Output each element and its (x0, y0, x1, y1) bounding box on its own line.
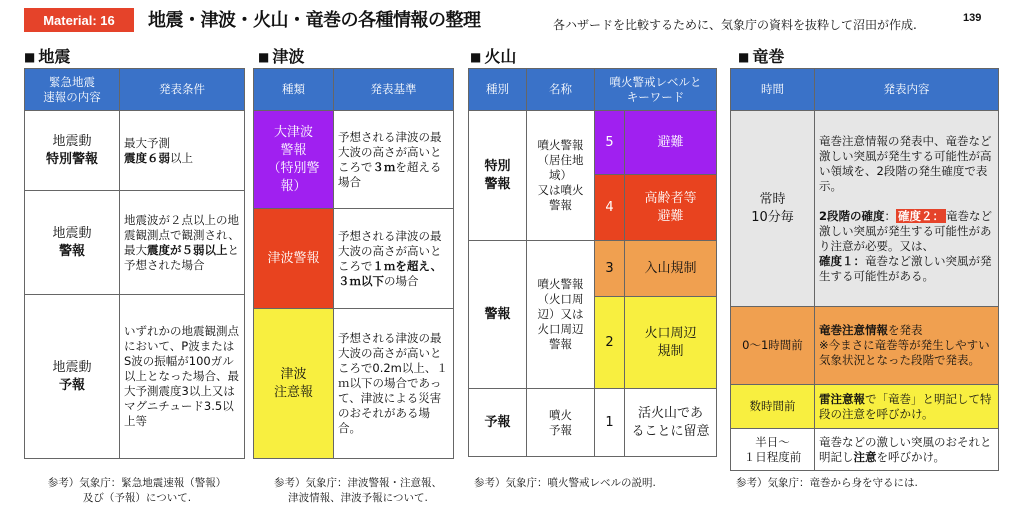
ts-criteria: 予想される津波の最大波の高さが高いところで (338, 129, 442, 174)
eq-row-label: 地震動 (52, 133, 92, 149)
tor-level2-highlight: 確度２： (898, 208, 945, 223)
tor-time-cell: 0〜1時間前 (731, 307, 815, 385)
vol-name-cell: 噴火警報 （居住地 域） 又は噴火 警報 (527, 111, 595, 241)
tor-time-cell: 常時 10分毎 (731, 111, 815, 307)
page-subtitle: 各ハザードを比較するために、気象庁の資料を抜粋して沼田が作成. (553, 18, 917, 32)
ts-criteria: 予想される津波の最大波の高さが高いところで0.2m以上、１ｍ以下の場合であって、津波による災害のおそれがある場合。 (338, 331, 448, 435)
table-row (254, 111, 454, 209)
table-row (731, 307, 999, 385)
volcano-table (468, 68, 717, 457)
vol-level-keyword: 入山規制 (625, 241, 717, 297)
eq-header-content: 緊急地震 速報の内容 (25, 69, 120, 111)
ts-criteria-tail: の場合 (384, 273, 419, 288)
vol-type-cell: 警報 (469, 241, 527, 389)
table-row (25, 111, 245, 191)
vol-reference-note: 参考）気象庁：噴火警戒レベルの説明. (474, 477, 656, 489)
page-title: 地震・津波・火山・竜巻の各種情報の整理 (148, 10, 481, 31)
vol-name-cell: 噴火警報 （火口周 辺）又は 火口周辺 警報 (527, 241, 595, 389)
vol-level-keyword: 避難 (625, 111, 717, 175)
tor-time-cell: 半日〜 １日程度前 (731, 429, 815, 471)
section-tornado: ■ 竜巻 (738, 44, 784, 67)
vol-level-number: 2 (595, 297, 625, 389)
tsunami-table (253, 68, 454, 459)
tor-content: で「竜巻」と明記して特段の注意を呼びかけ。 (819, 391, 992, 421)
tor-time-cell: 数時間前 (731, 385, 815, 429)
eq-reference-note: 参考）気象庁：緊急地震速報（警報） 及び（予報）について. (47, 477, 227, 504)
page-number: 139 (963, 12, 982, 24)
tor-level1-label: 確度１： (819, 253, 865, 268)
ts-reference-note: 参考）気象庁：津波警報・注意報、 津波情報、津波予報について. (274, 477, 442, 504)
tor-colon: ： (884, 208, 897, 223)
section-volcano: ■ 火山 (470, 44, 516, 67)
eq-row-label: 地震動 (52, 225, 92, 241)
eq-condition-bold: 震度６弱 (124, 150, 170, 165)
tornado-table (730, 68, 999, 471)
vol-level-number: 1 (595, 389, 625, 457)
vol-level-number: 5 (595, 111, 625, 175)
table-row (25, 191, 245, 295)
tor-header-time: 時間 (731, 69, 815, 111)
ts-type-cell: 津波 注意報 (254, 309, 334, 459)
tor-reference-note: 参考）気象庁：竜巻から身を守るには. (736, 477, 918, 489)
eq-condition: いずれかの地震観測点において、P波またはS波の振幅が100ガル以上となった場合、最大予測震度3以上又はマグニチュード3.5以上等 (124, 324, 239, 428)
tor-content: 竜巻注意情報の発表中、竜巻など激しい突風が発生する可能性が高い領域を、2段階の発生確度で表示。 (819, 133, 992, 193)
ts-type-cell: 大津波 警報 （特別警 報） (254, 111, 334, 209)
vol-level-number: 3 (595, 241, 625, 297)
vol-type-cell: 特別 警報 (469, 111, 527, 241)
table-row (469, 241, 717, 297)
vol-level-keyword: 活火山であ ることに留意 (625, 389, 717, 457)
table-row (731, 429, 999, 471)
ts-criteria-bold: １ｍを超え、３ｍ以下 (338, 258, 443, 288)
section-tsunami: ■ 津波 (258, 44, 304, 67)
section-earthquake: ■ 地震 (24, 44, 70, 67)
vol-level-keyword: 火口周辺 規制 (625, 297, 717, 389)
eq-condition-tail: 以上 (170, 150, 193, 165)
eq-row-level: 警報 (58, 243, 85, 259)
table-row (731, 385, 999, 429)
tor-content-bold: 雷注意報 (819, 391, 865, 406)
eq-row-level: 特別警報 (45, 151, 98, 167)
eq-condition-tail: と予想された場合 (124, 242, 239, 272)
ts-criteria-bold: ３ｍ (372, 159, 396, 174)
eq-row-level: 予報 (58, 377, 85, 393)
eq-condition: 地震波が２点以上の地震観測点で観測され、最大 (124, 212, 240, 257)
tor-content: 竜巻などの激しい突風のおそれと明記し (819, 434, 992, 464)
tor-content-bold: 竜巻注意情報 (819, 323, 888, 337)
vol-level-keyword: 高齢者等 避難 (625, 175, 717, 241)
table-row (254, 309, 454, 459)
tor-level2-label: 2段階の確度 (819, 208, 885, 223)
vol-header-level: 噴火警戒レベルと キーワード (595, 69, 717, 111)
eq-condition: 最大予測 (124, 135, 170, 150)
ts-header-criteria: 発表基準 (334, 69, 454, 111)
ts-criteria: 予想される津波の最大波の高さが高いところで (338, 228, 442, 273)
ts-header-type: 種類 (254, 69, 334, 111)
tor-header-content: 発表内容 (815, 69, 999, 111)
table-row (254, 209, 454, 309)
earthquake-table (24, 68, 245, 459)
vol-level-number: 4 (595, 175, 625, 241)
ts-criteria-tail: を超える場合 (338, 159, 442, 189)
eq-condition-bold: 震度が５弱以上 (147, 242, 228, 257)
table-row (469, 111, 717, 175)
vol-type-cell: 予報 (469, 389, 527, 457)
tor-level2-text: 竜巻など激しい突風が発生する可能性があり注意が必要。又は、 (819, 208, 993, 253)
ts-type-cell: 津波警報 (254, 209, 334, 309)
vol-name-cell: 噴火 予報 (527, 389, 595, 457)
eq-row-label: 地震動 (52, 359, 92, 375)
eq-header-condition: 発表条件 (120, 69, 245, 111)
tor-content-bold: 注意 (853, 449, 877, 464)
material-badge: Material: 16 (24, 8, 134, 32)
table-row (731, 111, 999, 307)
vol-header-type: 種別 (469, 69, 527, 111)
tor-content-tail: を呼びかけ。 (876, 449, 946, 464)
table-row (25, 295, 245, 459)
tor-content: を発表 ※今まさに竜巻等が発生しやすい気象状況となった段階で発表。 (819, 323, 990, 367)
tor-level1-text: 竜巻など激しい突風が発生する可能性がある。 (819, 253, 992, 283)
table-row (469, 389, 717, 457)
vol-header-name: 名称 (527, 69, 595, 111)
